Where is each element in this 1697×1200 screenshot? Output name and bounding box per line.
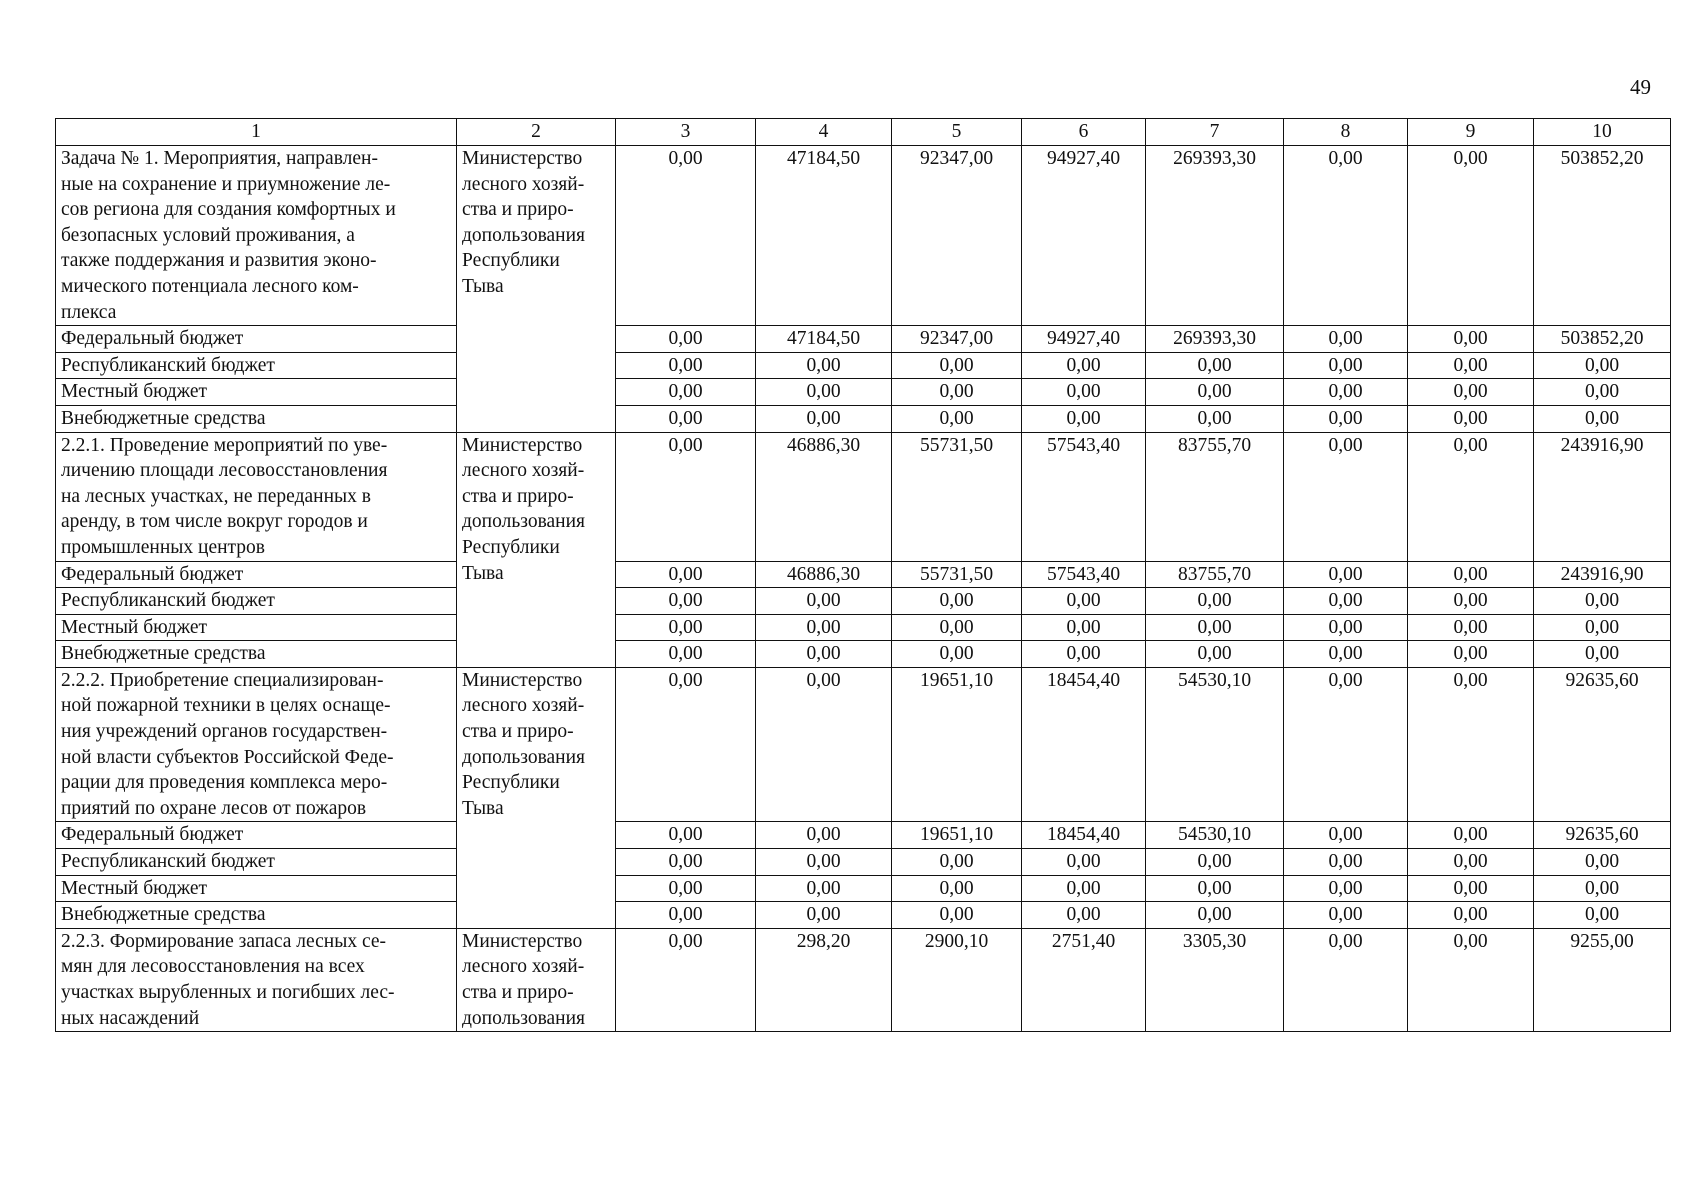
page-number: 49 <box>1630 75 1651 99</box>
amount-cell: 0,00 <box>1022 588 1146 615</box>
amount-cell: 0,00 <box>1284 379 1408 406</box>
responsible-executor-line: Республики <box>462 536 560 558</box>
amount-cell: 0,00 <box>1408 561 1534 588</box>
funding-source-row <box>56 379 1671 406</box>
amount-cell: 0,00 <box>1534 352 1671 379</box>
amount-cell: 0,00 <box>1146 614 1284 641</box>
amount-cell: 0,00 <box>1284 588 1408 615</box>
amount-cell: 0,00 <box>1146 352 1284 379</box>
funding-source-label: Республиканский бюджет <box>56 352 457 379</box>
funding-source-label: Внебюджетные средства <box>56 405 457 432</box>
amount-cell: 0,00 <box>616 432 756 561</box>
amount-cell: 0,00 <box>756 667 892 822</box>
responsible-executor <box>457 928 616 1031</box>
activity-title-line: мического потенциала лесного ком- <box>61 275 359 297</box>
responsible-executor-line: Тыва <box>462 275 504 297</box>
amount-cell: 0,00 <box>1534 588 1671 615</box>
amount-cell: 0,00 <box>1146 902 1284 929</box>
amount-cell: 0,00 <box>892 641 1022 668</box>
funding-source-row <box>56 326 1671 353</box>
activity-title-line: также поддержания и развития эконо- <box>61 250 377 272</box>
activity-title <box>56 667 457 822</box>
amount-cell: 0,00 <box>616 849 756 876</box>
amount-cell: 94927,40 <box>1022 326 1146 353</box>
amount-cell: 0,00 <box>1534 902 1671 929</box>
funding-source-label: Внебюджетные средства <box>56 641 457 668</box>
funding-source-row <box>56 875 1671 902</box>
activity-title-line: на лесных участках, не переданных в <box>61 485 371 507</box>
amount-cell: 0,00 <box>756 588 892 615</box>
responsible-executor-line: Министерство <box>462 669 583 691</box>
responsible-executor <box>457 667 616 928</box>
amount-cell: 0,00 <box>616 902 756 929</box>
amount-cell: 46886,30 <box>756 432 892 561</box>
amount-cell: 0,00 <box>1408 432 1534 561</box>
responsible-executor-line: Министерство <box>462 148 583 169</box>
funding-source-label: Местный бюджет <box>56 875 457 902</box>
activity-title-line: рации для проведения комплекса меро- <box>61 772 388 794</box>
responsible-executor-line: лесного хозяй- <box>462 956 585 978</box>
column-number-row <box>56 119 1671 146</box>
amount-cell: 47184,50 <box>756 326 892 353</box>
funding-source-label: Внебюджетные средства <box>56 902 457 929</box>
amount-cell: 94927,40 <box>1022 146 1146 326</box>
amount-cell: 0,00 <box>756 902 892 929</box>
column-number: 9 <box>1408 119 1534 146</box>
column-number: 6 <box>1022 119 1146 146</box>
funding-source-row <box>56 849 1671 876</box>
amount-cell: 0,00 <box>1408 902 1534 929</box>
amount-cell: 0,00 <box>756 614 892 641</box>
responsible-executor <box>457 432 616 667</box>
amount-cell: 0,00 <box>1284 902 1408 929</box>
column-number: 1 <box>56 119 457 146</box>
amount-cell: 0,00 <box>616 641 756 668</box>
amount-cell: 0,00 <box>892 352 1022 379</box>
amount-cell: 0,00 <box>1408 614 1534 641</box>
amount-cell: 0,00 <box>756 405 892 432</box>
amount-cell: 0,00 <box>1284 146 1408 326</box>
amount-cell: 0,00 <box>1408 641 1534 668</box>
amount-cell: 0,00 <box>892 902 1022 929</box>
column-number: 10 <box>1534 119 1671 146</box>
amount-cell: 0,00 <box>616 588 756 615</box>
amount-cell: 0,00 <box>756 822 892 849</box>
amount-cell: 0,00 <box>1408 588 1534 615</box>
activity-row <box>56 146 1671 326</box>
amount-cell: 0,00 <box>1408 146 1534 326</box>
amount-cell: 18454,40 <box>1022 667 1146 822</box>
amount-cell: 0,00 <box>892 405 1022 432</box>
amount-cell: 0,00 <box>1022 849 1146 876</box>
activity-title-line: ных насаждений <box>61 1007 200 1029</box>
column-number: 3 <box>616 119 756 146</box>
amount-cell: 57543,40 <box>1022 561 1146 588</box>
amount-cell: 0,00 <box>756 849 892 876</box>
responsible-executor-line: ства и приро- <box>462 982 574 1003</box>
amount-cell: 298,20 <box>756 928 892 1031</box>
amount-cell: 0,00 <box>1534 849 1671 876</box>
activity-title-line: 2.2.3. Формирование запаса лесных се- <box>61 930 386 952</box>
funding-source-row <box>56 641 1671 668</box>
amount-cell: 0,00 <box>1408 875 1534 902</box>
activity-title <box>56 432 457 561</box>
amount-cell: 0,00 <box>1022 902 1146 929</box>
responsible-executor-line: допользования <box>462 224 586 246</box>
amount-cell: 0,00 <box>1284 875 1408 902</box>
amount-cell: 243916,90 <box>1534 432 1671 561</box>
activity-title-line: промышленных центров <box>61 536 265 558</box>
amount-cell: 0,00 <box>1408 379 1534 406</box>
amount-cell: 0,00 <box>616 379 756 406</box>
funding-source-label: Республиканский бюджет <box>56 849 457 876</box>
funding-source-row <box>56 614 1671 641</box>
funding-source-label: Федеральный бюджет <box>56 326 457 353</box>
amount-cell: 0,00 <box>892 614 1022 641</box>
amount-cell: 0,00 <box>1408 667 1534 822</box>
activity-title <box>56 146 457 326</box>
funding-source-row <box>56 405 1671 432</box>
amount-cell: 0,00 <box>616 405 756 432</box>
amount-cell: 0,00 <box>1408 849 1534 876</box>
budget-table <box>55 118 1671 1032</box>
column-number: 2 <box>457 119 616 146</box>
amount-cell: 0,00 <box>1534 614 1671 641</box>
amount-cell: 0,00 <box>1146 641 1284 668</box>
activity-title-line: 2.2.1. Проведение мероприятий по уве- <box>61 434 388 456</box>
funding-source-row <box>56 588 1671 615</box>
amount-cell: 0,00 <box>1284 928 1408 1031</box>
amount-cell: 0,00 <box>756 379 892 406</box>
amount-cell: 0,00 <box>892 875 1022 902</box>
amount-cell: 83755,70 <box>1146 432 1284 561</box>
amount-cell: 55731,50 <box>892 432 1022 561</box>
amount-cell: 0,00 <box>616 352 756 379</box>
responsible-executor-line: Министерство <box>462 930 583 952</box>
amount-cell: 0,00 <box>1284 405 1408 432</box>
amount-cell: 9255,00 <box>1534 928 1671 1031</box>
activity-title-line: безопасных условий проживания, а <box>61 224 355 246</box>
amount-cell: 0,00 <box>756 875 892 902</box>
responsible-executor-line: Тыва <box>462 562 504 584</box>
amount-cell: 54530,10 <box>1146 667 1284 822</box>
amount-cell: 0,00 <box>1022 379 1146 406</box>
amount-cell: 0,00 <box>892 849 1022 876</box>
amount-cell: 0,00 <box>1146 875 1284 902</box>
responsible-executor-line: Министерство <box>462 434 583 456</box>
amount-cell: 0,00 <box>1408 405 1534 432</box>
activity-title-line: мян для лесовосстановления на всех <box>61 956 365 978</box>
amount-cell: 0,00 <box>1408 326 1534 353</box>
responsible-executor <box>457 146 616 433</box>
amount-cell: 46886,30 <box>756 561 892 588</box>
responsible-executor-line: ства и приро- <box>462 721 574 743</box>
activity-title-line: сов региона для создания комфортных и <box>61 199 396 221</box>
activity-title-line: ной пожарной техники в целях оснаще- <box>61 695 391 717</box>
amount-cell: 269393,30 <box>1146 146 1284 326</box>
column-number: 7 <box>1146 119 1284 146</box>
amount-cell: 0,00 <box>1022 352 1146 379</box>
activity-title-line: аренду, в том числе вокруг городов и <box>61 511 368 533</box>
amount-cell: 57543,40 <box>1022 432 1146 561</box>
responsible-executor-line: лесного хозяй- <box>462 460 585 482</box>
funding-source-label: Местный бюджет <box>56 379 457 406</box>
activity-title-line: Задача № 1. Мероприятия, направлен- <box>61 148 378 169</box>
amount-cell: 19651,10 <box>892 822 1022 849</box>
amount-cell: 0,00 <box>1146 588 1284 615</box>
amount-cell: 0,00 <box>756 352 892 379</box>
amount-cell: 0,00 <box>616 667 756 822</box>
amount-cell: 2900,10 <box>892 928 1022 1031</box>
amount-cell: 3305,30 <box>1146 928 1284 1031</box>
activity-row <box>56 667 1671 822</box>
activity-title-line: личению площади лесовосстановления <box>61 460 388 482</box>
amount-cell: 92635,60 <box>1534 667 1671 822</box>
amount-cell: 0,00 <box>1146 379 1284 406</box>
funding-source-label: Федеральный бюджет <box>56 822 457 849</box>
column-number: 5 <box>892 119 1022 146</box>
amount-cell: 0,00 <box>1284 561 1408 588</box>
amount-cell: 0,00 <box>1022 641 1146 668</box>
amount-cell: 0,00 <box>1284 614 1408 641</box>
amount-cell: 92635,60 <box>1534 822 1671 849</box>
amount-cell: 0,00 <box>1284 849 1408 876</box>
amount-cell: 83755,70 <box>1146 561 1284 588</box>
responsible-executor-line: Республики <box>462 772 560 794</box>
column-number: 4 <box>756 119 892 146</box>
activity-title <box>56 928 457 1031</box>
responsible-executor-line: лесного хозяй- <box>462 173 585 195</box>
activity-title-line: участках вырубленных и погибших лес- <box>61 982 395 1003</box>
activity-title-line: приятий по охране лесов от пожаров <box>61 797 367 819</box>
amount-cell: 0,00 <box>1408 352 1534 379</box>
responsible-executor-line: допользования <box>462 1007 586 1029</box>
activity-title-line: 2.2.2. Приобретение специализирован- <box>61 669 384 691</box>
amount-cell: 0,00 <box>616 928 756 1031</box>
amount-cell: 0,00 <box>756 641 892 668</box>
amount-cell: 0,00 <box>1284 667 1408 822</box>
amount-cell: 0,00 <box>616 822 756 849</box>
amount-cell: 0,00 <box>1284 326 1408 353</box>
responsible-executor-line: лесного хозяй- <box>462 695 585 717</box>
amount-cell: 0,00 <box>1022 614 1146 641</box>
activity-row <box>56 432 1671 561</box>
responsible-executor-line: Республики <box>462 250 560 272</box>
amount-cell: 0,00 <box>892 379 1022 406</box>
amount-cell: 18454,40 <box>1022 822 1146 849</box>
amount-cell: 269393,30 <box>1146 326 1284 353</box>
amount-cell: 0,00 <box>1146 849 1284 876</box>
amount-cell: 2751,40 <box>1022 928 1146 1031</box>
amount-cell: 503852,20 <box>1534 146 1671 326</box>
activity-title-line: ной власти субъектов Российской Феде- <box>61 746 394 768</box>
responsible-executor-line: Тыва <box>462 797 504 819</box>
responsible-executor-line: ства и приро- <box>462 199 574 221</box>
amount-cell: 243916,90 <box>1534 561 1671 588</box>
amount-cell: 19651,10 <box>892 667 1022 822</box>
funding-source-row <box>56 561 1671 588</box>
amount-cell: 0,00 <box>1534 405 1671 432</box>
amount-cell: 0,00 <box>1022 875 1146 902</box>
funding-source-label: Республиканский бюджет <box>56 588 457 615</box>
amount-cell: 0,00 <box>892 588 1022 615</box>
amount-cell: 55731,50 <box>892 561 1022 588</box>
responsible-executor-line: допользования <box>462 746 586 768</box>
funding-source-row <box>56 822 1671 849</box>
activity-title-line: ные на сохранение и приумножение ле- <box>61 173 391 195</box>
amount-cell: 0,00 <box>1534 641 1671 668</box>
funding-source-row <box>56 352 1671 379</box>
column-number: 8 <box>1284 119 1408 146</box>
activity-row <box>56 928 1671 1031</box>
responsible-executor-line: допользования <box>462 511 586 533</box>
responsible-executor-line: ства и приро- <box>462 485 574 507</box>
amount-cell: 0,00 <box>1284 822 1408 849</box>
amount-cell: 0,00 <box>1534 875 1671 902</box>
amount-cell: 0,00 <box>1408 928 1534 1031</box>
amount-cell: 503852,20 <box>1534 326 1671 353</box>
amount-cell: 0,00 <box>616 146 756 326</box>
amount-cell: 0,00 <box>1284 352 1408 379</box>
amount-cell: 0,00 <box>1534 379 1671 406</box>
amount-cell: 0,00 <box>616 561 756 588</box>
amount-cell: 0,00 <box>1146 405 1284 432</box>
amount-cell: 0,00 <box>616 614 756 641</box>
amount-cell: 0,00 <box>1284 641 1408 668</box>
amount-cell: 0,00 <box>1022 405 1146 432</box>
amount-cell: 92347,00 <box>892 146 1022 326</box>
amount-cell: 47184,50 <box>756 146 892 326</box>
funding-source-row <box>56 902 1671 929</box>
activity-title-line: плекса <box>61 301 117 323</box>
amount-cell: 92347,00 <box>892 326 1022 353</box>
funding-source-label: Федеральный бюджет <box>56 561 457 588</box>
amount-cell: 0,00 <box>616 875 756 902</box>
activity-title-line: ния учреждений органов государствен- <box>61 721 388 743</box>
amount-cell: 0,00 <box>1408 822 1534 849</box>
amount-cell: 0,00 <box>616 326 756 353</box>
amount-cell: 0,00 <box>1284 432 1408 561</box>
amount-cell: 54530,10 <box>1146 822 1284 849</box>
funding-source-label: Местный бюджет <box>56 614 457 641</box>
